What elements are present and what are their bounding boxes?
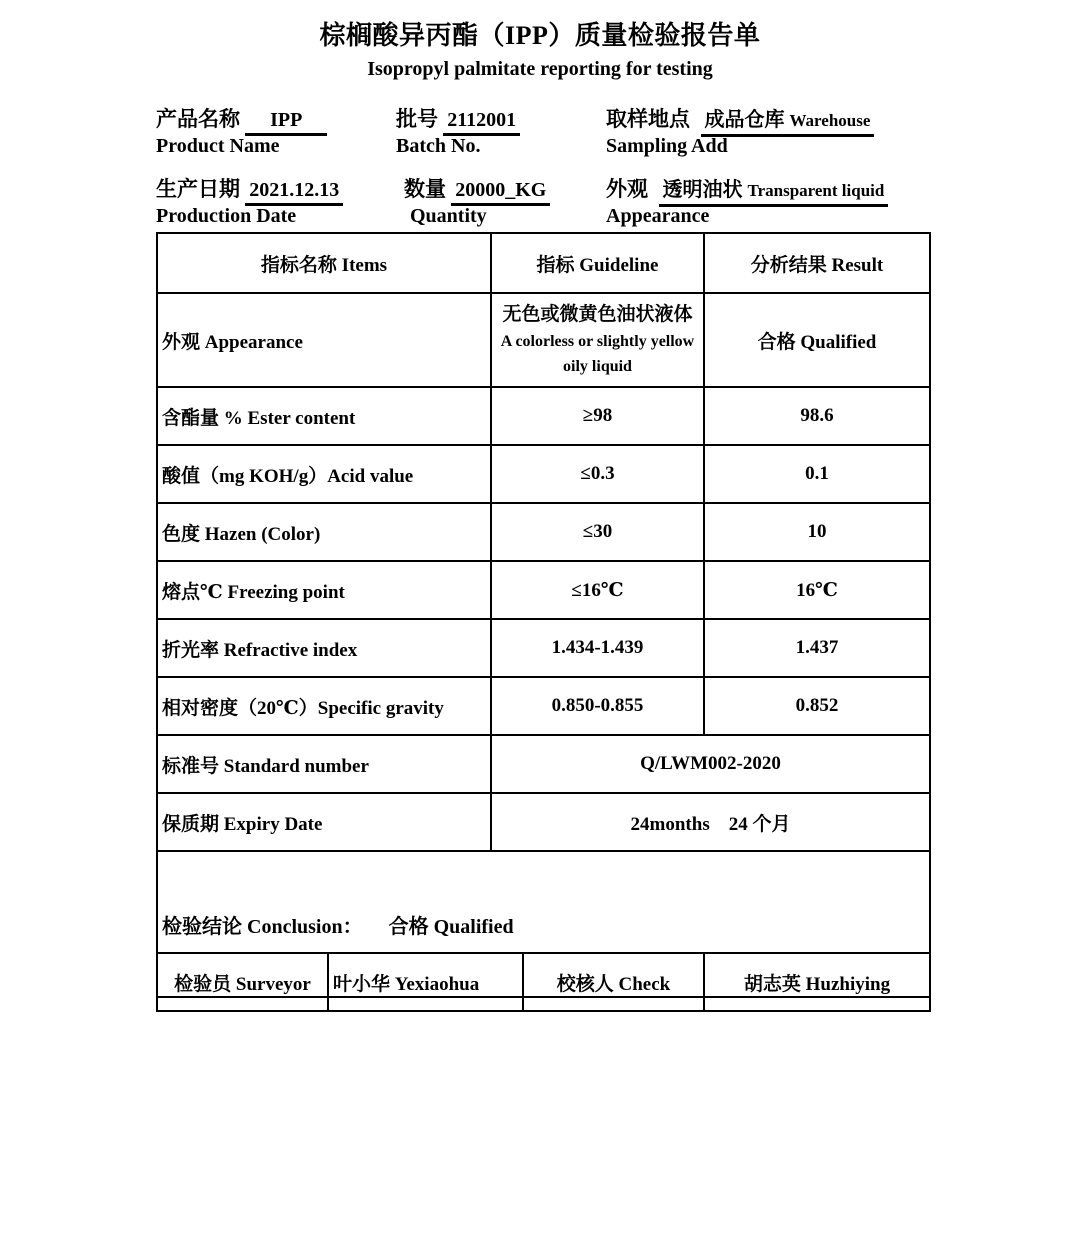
field-quantity-label-en: Quantity xyxy=(410,205,487,227)
column-header-guideline: 指标 Guideline xyxy=(491,233,704,293)
field-quantity-label-zh: 数量 xyxy=(404,177,446,201)
field-production-date-label-en: Production Date xyxy=(156,205,297,227)
row-guideline-refractive-index: 1.434-1.439 xyxy=(491,619,704,677)
row-value-expiry-date: 24months 24 个月 xyxy=(491,793,930,851)
field-production-date-top xyxy=(156,175,343,203)
column-header-result: 分析结果 Result xyxy=(704,233,930,293)
field-batch-no-label-zh: 批号 xyxy=(396,107,438,131)
field-batch-no-label-en: Batch No. xyxy=(396,135,481,157)
surveyor-label: 检验员 Surveyor xyxy=(157,953,328,1011)
row-result-refractive-index: 1.437 xyxy=(704,619,930,677)
row-guideline-appearance xyxy=(491,293,704,387)
header-fields xyxy=(156,105,946,237)
surveyor-name[interactable]: 叶小华 Yexiaohua xyxy=(328,953,523,1011)
row-item-hazen-color: 色度 Hazen (Color) xyxy=(157,503,491,561)
row-item-appearance: 外观 Appearance xyxy=(157,293,491,387)
check-name[interactable]: 胡志英 Huzhiying xyxy=(704,953,930,1011)
row-result-acid-value: 0.1 xyxy=(704,445,930,503)
row-value-standard-number: Q/LWM002-2020 xyxy=(491,735,930,793)
row-guideline-appearance-en-2: oily liquid xyxy=(563,357,632,375)
row-result-ester-content: 98.6 xyxy=(704,387,930,445)
field-product-name-label-zh: 产品名称 xyxy=(156,107,240,131)
field-quantity xyxy=(404,175,550,229)
row-result-freezing-point: 16℃ xyxy=(704,561,930,619)
field-batch-no-value[interactable]: 2112001 xyxy=(443,108,520,136)
field-batch-no xyxy=(396,105,520,159)
field-quantity-top xyxy=(404,175,550,203)
field-product-name xyxy=(156,105,327,159)
row-result-appearance: 合格 Qualified xyxy=(704,293,930,387)
row-item-specific-gravity: 相对密度（20℃）Specific gravity xyxy=(157,677,491,735)
table-row xyxy=(157,793,930,851)
row-guideline-appearance-zh: 无色或微黄色油状液体 xyxy=(502,304,693,326)
table-row xyxy=(157,677,930,735)
table-row xyxy=(157,503,930,561)
header-row-2 xyxy=(156,175,946,237)
conclusion-label: 检验结论 Conclusion： xyxy=(162,915,363,938)
field-product-name-label-en: Product Name xyxy=(156,135,280,157)
signature-table xyxy=(156,952,931,1012)
row-result-specific-gravity: 0.852 xyxy=(704,677,930,735)
field-product-name-value[interactable]: IPP xyxy=(245,108,327,136)
field-appearance-value-zh: 透明油状 xyxy=(662,179,743,201)
field-appearance-top xyxy=(606,175,888,203)
row-item-refractive-index: 折光率 Refractive index xyxy=(157,619,491,677)
table-row xyxy=(157,619,930,677)
table-row xyxy=(157,735,930,793)
table-header-row xyxy=(157,233,930,293)
field-batch-no-top xyxy=(396,105,520,133)
row-guideline-hazen-color: ≤30 xyxy=(491,503,704,561)
table-row xyxy=(157,561,930,619)
row-guideline-freezing-point: ≤16℃ xyxy=(491,561,704,619)
field-appearance-label-en: Appearance xyxy=(606,205,710,227)
table-row xyxy=(157,387,930,445)
row-guideline-ester-content: ≥98 xyxy=(491,387,704,445)
row-guideline-acid-value: ≤0.3 xyxy=(491,445,704,503)
row-item-acid-value: 酸值（mg KOH/g）Acid value xyxy=(157,445,491,503)
quality-report-table xyxy=(156,232,931,998)
table-row xyxy=(157,293,930,387)
signature-row xyxy=(157,953,930,1011)
row-item-standard-number: 标准号 Standard number xyxy=(157,735,491,793)
check-label: 校核人 Check xyxy=(523,953,704,1011)
column-header-items: 指标名称 Items xyxy=(157,233,491,293)
field-sampling-add xyxy=(606,105,874,159)
page-title-chinese: 棕榈酸异丙酯（IPP）质量检验报告单 xyxy=(319,21,761,50)
table-row xyxy=(157,445,930,503)
header-row-1 xyxy=(156,105,946,167)
field-appearance-value-en: Transparent liquid xyxy=(747,181,885,200)
page-title-english: Isopropyl palmitate reporting for testing xyxy=(367,58,713,80)
row-item-freezing-point: 熔点℃ Freezing point xyxy=(157,561,491,619)
field-appearance-label-zh: 外观 xyxy=(606,177,648,201)
row-result-hazen-color: 10 xyxy=(704,503,930,561)
row-guideline-specific-gravity: 0.850-0.855 xyxy=(491,677,704,735)
field-sampling-add-top xyxy=(606,105,874,133)
row-guideline-appearance-en-1: A colorless or slightly yellow xyxy=(500,332,695,350)
field-production-date-label-zh: 生产日期 xyxy=(156,177,240,201)
field-sampling-add-value-en: Warehouse xyxy=(789,111,871,130)
field-sampling-add-label-en: Sampling Add xyxy=(606,135,728,157)
conclusion-value: 合格 Qualified xyxy=(388,915,514,938)
field-sampling-add-label-zh: 取样地点 xyxy=(606,107,690,131)
field-quantity-value[interactable]: 20000_KG xyxy=(451,178,550,206)
row-item-ester-content: 含酯量 % Ester content xyxy=(157,387,491,445)
field-production-date-value[interactable]: 2021.12.13 xyxy=(245,178,343,206)
row-item-expiry-date: 保质期 Expiry Date xyxy=(157,793,491,851)
field-product-name-top xyxy=(156,105,327,133)
field-appearance xyxy=(606,175,888,229)
field-sampling-add-value-zh: 成品仓库 xyxy=(704,109,785,131)
field-production-date xyxy=(156,175,343,229)
